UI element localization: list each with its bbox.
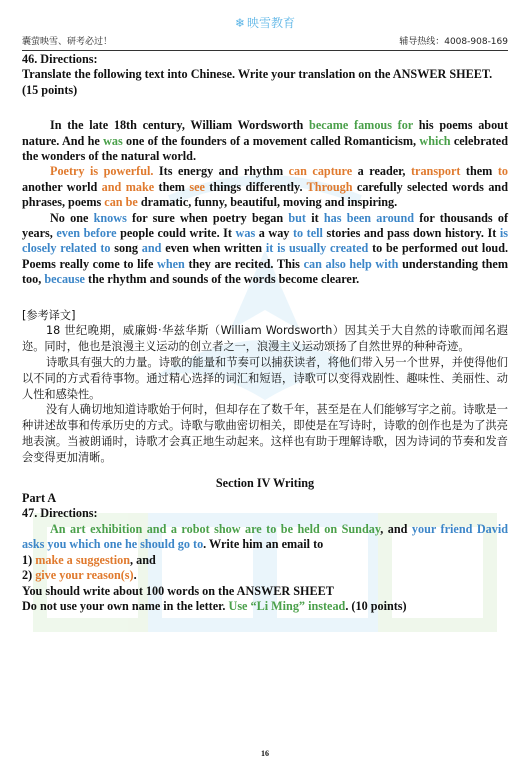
- text-run: stories and pass down history. It: [322, 226, 500, 241]
- reference-translation: [22, 308, 508, 466]
- highlighted-phrase: transport: [410, 164, 461, 179]
- translation-heading: [参考译文]: [22, 308, 76, 322]
- highlighted-phrase: can be: [104, 195, 138, 210]
- highlighted-phrase: An art exhibition and a robot show are to be held on Sunday: [50, 521, 381, 536]
- header-slogan: 囊萤映雪、研考必过！: [22, 37, 113, 47]
- text-run: Its energy and rhythm: [153, 164, 289, 179]
- passage-paragraph-2: [22, 164, 508, 210]
- highlighted-phrase: to tell: [292, 226, 323, 241]
- question-47-heading: 47. Directions:: [22, 506, 98, 521]
- highlighted-phrase: but: [288, 210, 306, 225]
- highlighted-phrase: to: [497, 164, 508, 179]
- highlighted-phrase: your friend David asks you which one he should go to: [22, 521, 509, 552]
- text-run: In the late 18th century, William Wordsworth: [50, 118, 310, 133]
- question-47-prompt: [22, 522, 508, 553]
- highlighted-phrase: it is usually created: [265, 241, 369, 256]
- word-count-instruction: You should write about 100 words on the ANSWER SHEET: [22, 583, 334, 598]
- highlighted-phrase: has been around: [323, 210, 415, 225]
- text-run: 2): [22, 568, 36, 583]
- text-run: a way: [255, 226, 293, 241]
- highlighted-phrase: and: [141, 241, 162, 256]
- highlighted-phrase: can also help with: [303, 256, 399, 271]
- highlighted-phrase: is closely related to: [22, 226, 508, 256]
- text-run: they are recited. This: [184, 256, 304, 271]
- highlighted-phrase: Poetry is powerful.: [50, 164, 154, 179]
- highlighted-phrase: can capture: [288, 164, 353, 179]
- passage-paragraph-3: [22, 211, 508, 288]
- text-run: song: [110, 241, 142, 256]
- part-label: Part A: [22, 491, 57, 506]
- text-run: people could write. It: [116, 226, 236, 241]
- page-number: 16: [261, 749, 269, 758]
- text-run: 1): [22, 552, 36, 567]
- passage-paragraph-1: [22, 118, 508, 164]
- page-content: [22, 52, 508, 614]
- text-run: them: [154, 179, 190, 194]
- highlighted-phrase: make a suggestion: [35, 552, 131, 567]
- section-title: Section IV Writing: [215, 475, 315, 490]
- text-run: them: [460, 164, 498, 179]
- text-run: , and: [380, 521, 412, 536]
- text-run: one of the founders of a movement called Romanticism,: [122, 133, 420, 148]
- text-run: for sure when poetry began: [126, 210, 289, 225]
- text-run: his poems about nature. And he: [22, 118, 509, 148]
- text-run: the rhythm and sounds of the words become clearer.: [84, 272, 360, 287]
- text-run: , and: [130, 552, 156, 567]
- highlighted-phrase: because: [44, 272, 85, 287]
- highlighted-phrase: was: [103, 133, 123, 148]
- text-run: for thousands of years,: [22, 210, 509, 241]
- question-46-heading: 46. Directions:: [22, 52, 98, 66]
- highlighted-phrase: when: [157, 256, 185, 271]
- text-run: another world: [22, 179, 102, 194]
- translation-paragraph-2: 诗歌具有强大的力量。诗歌的能量和节奏可以捕获读者，将他们带入另一个世界，并使得他们以不同的方式看待事物。通过精心选择的词汇和短语，诗歌可以变得戏剧性、趣味性、美丽性、动人性和感染性。: [22, 356, 508, 401]
- task-item-2: [22, 568, 508, 583]
- snowflake-icon: ❄: [234, 16, 246, 30]
- text-run: celebrated the wonders of the natural world.: [22, 133, 508, 164]
- highlighted-phrase: Through: [306, 179, 353, 194]
- highlighted-phrase: and make: [101, 179, 155, 194]
- text-run: No one: [50, 210, 94, 225]
- header-hotline: 辅导热线：4008-908-169: [399, 37, 508, 47]
- highlighted-phrase: became famous for: [309, 118, 413, 133]
- text-run: even when written: [161, 241, 266, 256]
- highlighted-phrase: which: [419, 133, 451, 148]
- page-header: [22, 34, 508, 51]
- text-run: Do not use your own name in the letter.: [22, 598, 229, 613]
- highlighted-phrase: was: [235, 226, 256, 241]
- text-run: dramatic, funny, beautiful, moving and inspiring.: [137, 195, 398, 210]
- text-run: a reader,: [352, 164, 411, 179]
- text-run: .: [133, 568, 137, 583]
- highlighted-phrase: Use “Li Ming” instead: [228, 598, 346, 613]
- brand-logo: [0, 14, 530, 31]
- highlighted-phrase: give your reason(s): [35, 568, 134, 583]
- name-instruction: [22, 599, 508, 614]
- text-run: . Write him an email to: [203, 537, 324, 552]
- text-run: it: [305, 210, 324, 225]
- translation-paragraph-1: 18 世纪晚期，威廉姆·华兹华斯（William Wordsworth）因其关于大自然的诗歌而闻名遐迩。同时，他也是浪漫主义运动的创立者之一，浪漫主义运动颂扬了自然世界的种种奇迹。: [22, 324, 508, 354]
- question-46-directions: Translate the following text into Chinese. Write your translation on the ANSWER SHEET. (15 points): [22, 67, 493, 97]
- brand-name: 映雪教育: [247, 16, 296, 30]
- highlighted-phrase: knows: [93, 210, 127, 225]
- text-run: carefully selected words and phrases, poems: [22, 179, 508, 210]
- translation-paragraph-3: 没有人确切地知道诗歌始于何时，但却存在了数千年，甚至是在人们能够写字之前。诗歌是一种讲述故事和传承历史的方式。诗歌与歌曲密切相关，即使是在写诗时，诗歌的创作也是为了洪亮地表演。当被朗诵时，诗歌才会真正地生动起来。这样也有助于理解诗歌，因为诗词的节奏和发音会变得更加清晰。: [22, 403, 508, 464]
- text-run: understanding them too,: [22, 256, 508, 287]
- text-run: to be performed out loud. Poems really come to life: [22, 241, 509, 271]
- highlighted-phrase: even before: [56, 226, 117, 241]
- highlighted-phrase: see: [189, 179, 205, 194]
- task-item-1: [22, 553, 508, 568]
- text-run: things differently.: [204, 179, 307, 194]
- text-run: . (10 points): [345, 598, 407, 613]
